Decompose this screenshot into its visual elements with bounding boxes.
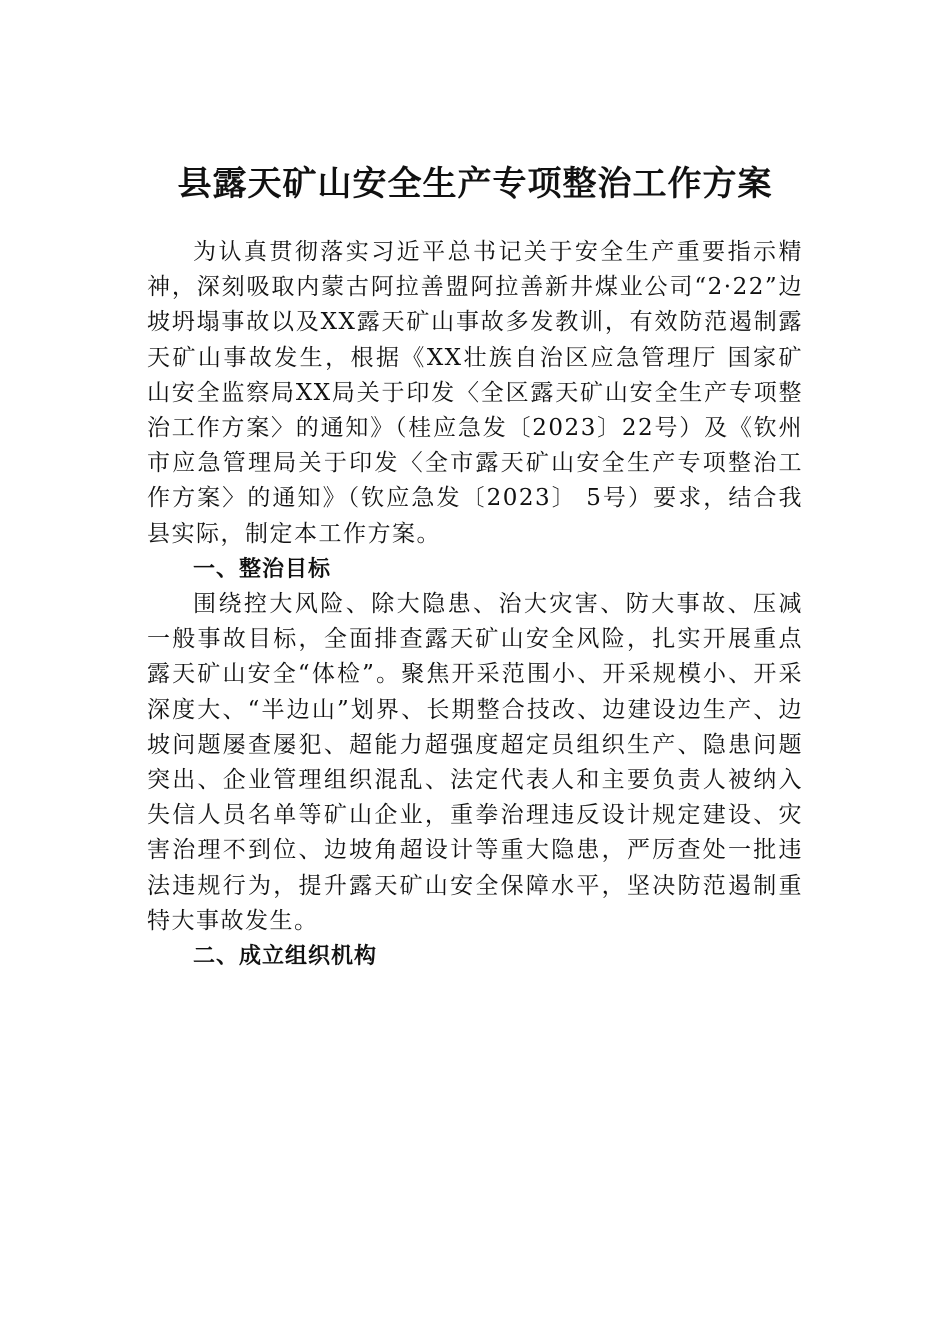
intro-paragraph: 为认真贯彻落实习近平总书记关于安全生产重要指示精神，深刻吸取内蒙古阿拉善盟阿拉善新井煤业公司“2·22”边坡坍塌事故以及XX露天矿山事故多发教训，有效防范遏制露天矿山事故发生，根据《XX壮族自治区应急管理厅 国家矿山安全监察局XX局关于印发〈全区露天矿山安全生产专项整治工作方案〉的通知》（桂应急发〔2023〕22号）及《钦州市应急管理局关于印发〈全市露天矿山安全生产专项整治工作方案〉的通知》（钦应急发〔2023〕 5号）要求，结合我县实际，制定本工作方案。	[147, 239, 803, 547]
section-heading-organization: 二、成立组织机构	[193, 944, 378, 970]
goals-paragraph: 围绕控大风险、除大隐患、治大灾害、防大事故、压减一般事故目标，全面排查露天矿山安全风险，扎实开展重点露天矿山安全“体检”。聚焦开采范围小、开采规模小、开采深度大、“半边山”划界、长期整合技改、边建设边生产、边坡问题屡查屡犯、超能力超强度超定员组织生产、隐患问题突出、企业管理组织混乱、法定代表人和主要负责人被纳入失信人员名单等矿山企业，重拳治理违反设计规定建设、灾害治理不到位、边坡角超设计等重大隐患，严厉查处一批违法违规行为，提升露天矿山安全保障水平，坚决防范遏制重特大事故发生。	[147, 591, 803, 934]
section-heading-goals: 一、整治目标	[193, 556, 332, 582]
document-title: 县露天矿山安全生产专项整治工作方案	[177, 164, 773, 204]
document-body	[147, 228, 803, 974]
